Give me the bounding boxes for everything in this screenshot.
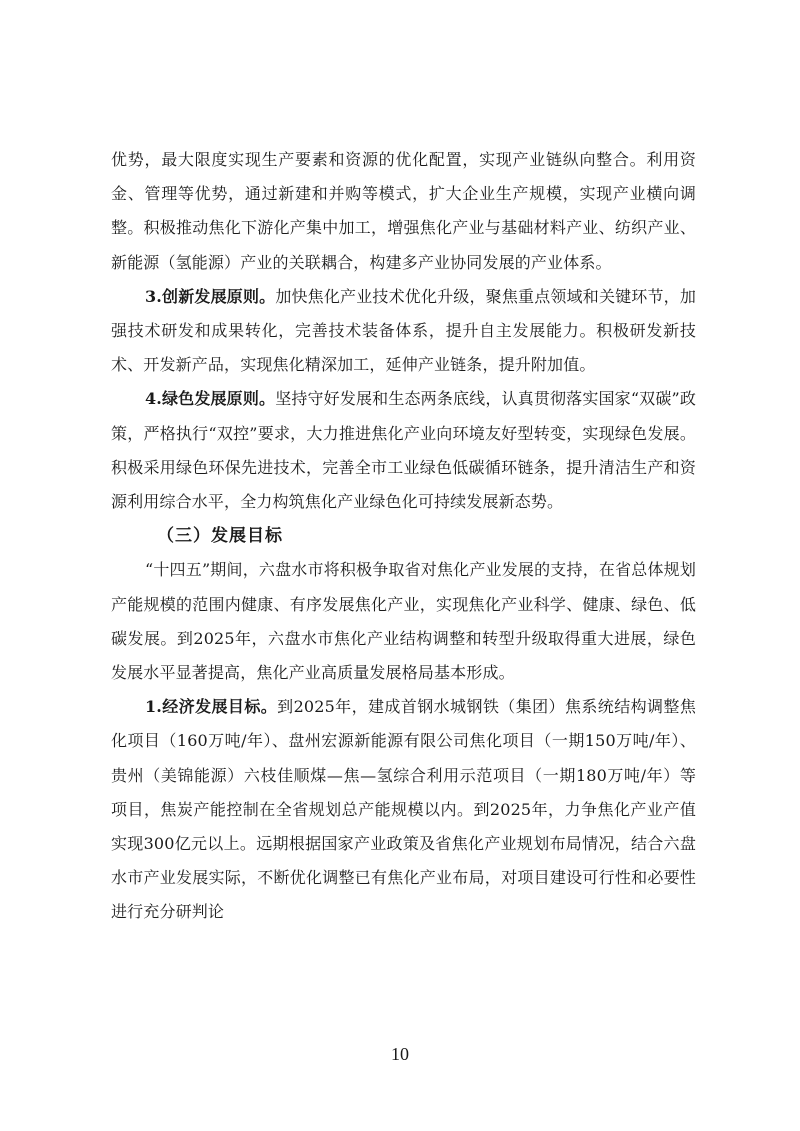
paragraph-economic-goals: [111, 690, 696, 929]
innovation-principle-lead: 3.创新发展原则。: [145, 286, 276, 306]
paragraph-industry-synergy: 优势，最大限度实现生产要素和资源的优化配置，实现产业链纵向整合。利用资金、管理等优势，通过新建和并购等模式，扩大企业生产规模，实现产业横向调整。积极推动焦化下游化产集中加工，增强焦化产业与基础材料产业、纺织产业、新能源（氢能源）产业的关联耦合，构建多产业协同发展的产业体系。: [111, 150, 696, 272]
green-principle-body: 坚持守好发展和生态两条底线，认真贯彻落实国家“双碳”政策，严格执行“双控”要求，大力推进焦化产业向环境友好型转变，实现绿色发展。积极采用绿色环保先进技术，完善全市工业绿色低碳循环链条，提升清洁生产和资源利用综合水平，全力构筑焦化产业绿色化可持续发展新态势。: [111, 389, 696, 512]
innovation-principle-body: 加快焦化产业技术优化升级，聚焦重点领域和关键环节，加强技术研发和成果转化，完善技术装备体系，提升自主发展能力。积极研发新技术、开发新产品，实现焦化精深加工，延伸产业链条，提升附加值。: [111, 286, 696, 375]
paragraph-innovation-principle: [111, 280, 696, 383]
document-body: [111, 143, 696, 930]
page-number: 10: [391, 1044, 409, 1064]
green-principle-lead: 4.绿色发展原则。: [145, 389, 276, 409]
section-heading-development-goals: （三）发展目标: [157, 526, 283, 547]
economic-goals-lead: 1.经济发展目标。: [145, 697, 278, 717]
economic-goals-body: 到2025年，建成首钢水城钢铁（集团）焦系统结构调整焦化项目（160万吨/年）、盘州宏源新能源有限公司焦化项目（一期150万吨/年）、贵州（美锦能源）六枝佳顺煤—焦—氢综合利用示范项目（一期180万吨/年）等项目，焦炭产能控制在全省规划总产能规模以内。到2025年，力争焦化产业产值实现300亿元以上。远期根据国家产业政策及省焦化产业规划布局情况，结合六盘水市产业发展实际，不断优化调整已有焦化产业布局，对项目建设可行性和必要性进行充分研判论: [111, 697, 696, 922]
paragraph-green-principle: [111, 382, 696, 519]
paragraph-14th-five-year: “十四五”期间，六盘水市将积极争取省对焦化产业发展的支持，在省总体规划产能规模的范围内健康、有序发展焦化产业，实现焦化产业科学、健康、绿色、低碳发展。到2025年，六盘水市焦化产业结构调整和转型升级取得重大进展，绿色发展水平显著提高，焦化产业高质量发展格局基本形成。: [111, 560, 696, 683]
